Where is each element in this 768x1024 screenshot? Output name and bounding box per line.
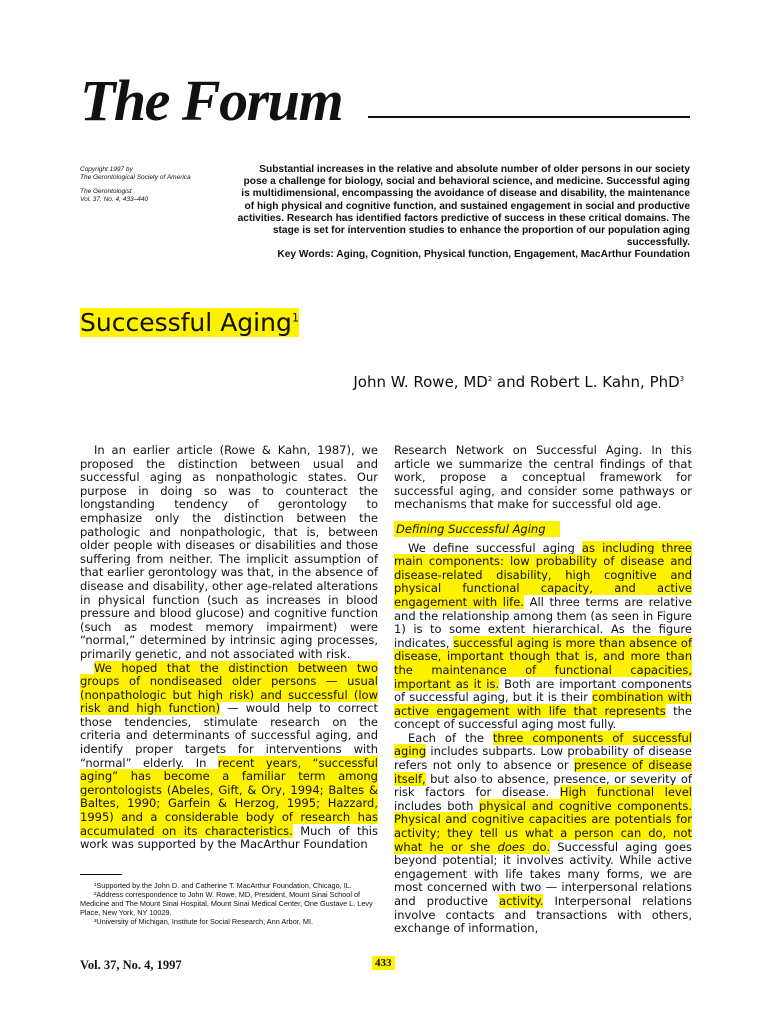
section-heading	[394, 523, 692, 537]
footnote-rule	[80, 874, 122, 875]
highlight: physical and cognitive components.	[478, 798, 692, 813]
footnote-3: ³University of Michigan, Institute for Social Research, Ann Arbor, MI.	[94, 916, 313, 926]
text-run: includes both	[394, 798, 479, 813]
text-run: Successful aging goes beyond potential; it involves activity. While active engagement with life takes many forms, we are most concerned with two — interpersonal relations and productive	[394, 839, 693, 908]
highlight: recent years, “successful aging” has become a familiar term among gerontologists (Abeles, Gift, & Ory, 1994; Baltes & Baltes, 1990; Garfein & Herzog, 1995; Hazzard, 1995) and a considerable body of research has accumulated on its characteristics.	[80, 755, 378, 838]
page-number: 433	[372, 956, 395, 970]
article-title	[80, 306, 299, 340]
text-run: includes subparts. Low probability of disease refers not only to absence or	[394, 744, 692, 773]
emphasis: does	[497, 839, 525, 854]
highlight-run: do.	[525, 839, 551, 854]
highlight-run: Physical and cognitive capacities are potentials for activity; they tell us what a person can do, not what he or she	[394, 812, 692, 854]
copyright-holder: The Gerontological Society of America	[80, 174, 191, 181]
left-column	[80, 444, 378, 926]
text-run: Each of the	[408, 730, 493, 745]
paragraph-continued: Research Network on Successful Aging. In this article we summarize the central findings of that work, propose a conceptual framework for successful aging, and consider some pathways or mechanisms that make for successful old age.	[394, 443, 692, 512]
section-heading-text: Defining Successful Aging	[394, 521, 560, 537]
footnote-2: ²Address correspondence to John W. Rowe, MD, President, Mount Sinai School of Medicine and The Mount Sinai Hospital, Mount Sinai Medical Center, One Gustave L. Levy Place, New York, NY 10029.	[80, 889, 373, 917]
highlight: We hoped that the distinction between two groups of nondiseased older persons — usual (nonpathologic but high risk) and successful (low risk and high function)	[80, 660, 378, 716]
issue-label: Vol. 37, No. 4, 1997	[80, 958, 182, 972]
highlight: combination with active engagement with life that represents	[394, 690, 692, 718]
text-run: but also to absence, presence, or severity of risk factors for disease.	[394, 771, 692, 800]
highlight: presence of disease itself,	[394, 758, 692, 786]
author-1: John W. Rowe, MD	[353, 373, 488, 391]
highlight: three components of successful aging	[394, 730, 692, 759]
author-2: Robert L. Kahn, PhD	[529, 373, 680, 391]
journal-name: The Gerontologist	[80, 188, 132, 195]
highlight: as including three main components: low probability of disease and disease-related disability, high cognitive and physical functional capacity, and active engagement with life.	[394, 540, 692, 609]
title-word-2: Aging	[220, 308, 292, 337]
text-run: the concept of successful aging most fully.	[394, 703, 693, 732]
text-run: We define successful aging	[408, 540, 582, 555]
text-run: Much of this work was supported by the MacArthur Foundation	[80, 823, 378, 852]
title-rule	[368, 116, 690, 118]
text-run: Interpersonal relations involve contacts and transactions with others, exchange of information,	[394, 894, 692, 936]
title-highlight-2	[220, 308, 299, 337]
right-column	[394, 444, 692, 936]
highlight: successful aging is more than absence of disease, important though that is, and more than the maintenance of functional capacities, important as it is.	[394, 635, 692, 691]
copyright-block	[80, 166, 230, 204]
journal-title: The Forum	[80, 68, 343, 133]
abstract-text: Substantial increases in the relative and absolute number of older persons in our society pose a challenge for biology, social and behavioral science, and medicine. Successful aging is multidimensional, encompassing the avoidance of disease and disability, the maintenance of high physical and cognitive function, and sustained engagement in social and productive activities. Research has identified factors predictive of success in these critical domains. The stage is set for intervention studies to enhance the proportion of our population aging successfully.	[237, 164, 690, 249]
title-footnote-mark: 1	[291, 311, 299, 325]
author-1-mark: 2	[487, 375, 493, 383]
title-word-1: Successful	[80, 308, 213, 337]
keywords: Key Words: Aging, Cognition, Physical function, Engagement, MacArthur Foundation	[277, 249, 690, 261]
text-run: All three terms are relative and the relationship among them (as seen in Figure 1) is to some extent hierarchical. As the figure indicates,	[394, 594, 692, 650]
author-connector: and	[492, 373, 530, 391]
highlight: High functional level	[559, 785, 692, 800]
text-run: Both are important components of successful aging, but it is their	[394, 676, 692, 705]
authors	[353, 372, 684, 392]
paragraph-2	[80, 662, 378, 852]
volume-line: Vol. 37, No. 4, 433–440	[80, 196, 149, 203]
highlight: activity.	[499, 894, 544, 908]
paragraph-1: In an earlier article (Rowe & Kahn, 1987), we proposed the distinction between usual and successful aging as nonpathologic states. Our purpose in doing so was to counteract the longstanding tendency of gerontology to emphasize only the distinction between the pathologic and nonpathologic, that is, between older people with diseases or disabilities and those suffering from neither. The implicit assumption of that earlier gerontology was that, in the absence of disease and disability, other age-related alterations in physical function (such as increases in blood pressure and blood glucose) and cognitive function (such as modest memory impairment) were “normal,” determined by intrinsic aging processes, primarily genetic, and not associated with risk.	[80, 443, 378, 661]
title-highlight	[80, 308, 220, 337]
paragraph-4	[394, 732, 692, 936]
abstract	[236, 164, 690, 262]
copyright-line: Copyright 1997 by	[80, 166, 133, 173]
author-2-mark: 3	[679, 375, 684, 383]
footnote-1: ¹Supported by the John D. and Catherine T. MacArthur Foundation, Chicago, IL.	[94, 880, 352, 890]
paragraph-3	[394, 542, 692, 732]
text-run: — would help to correct those tendencies, stimulate research on the criteria and determinants of successful aging, and identify proper targets for interventions with “normal” elderly. In	[80, 701, 378, 770]
